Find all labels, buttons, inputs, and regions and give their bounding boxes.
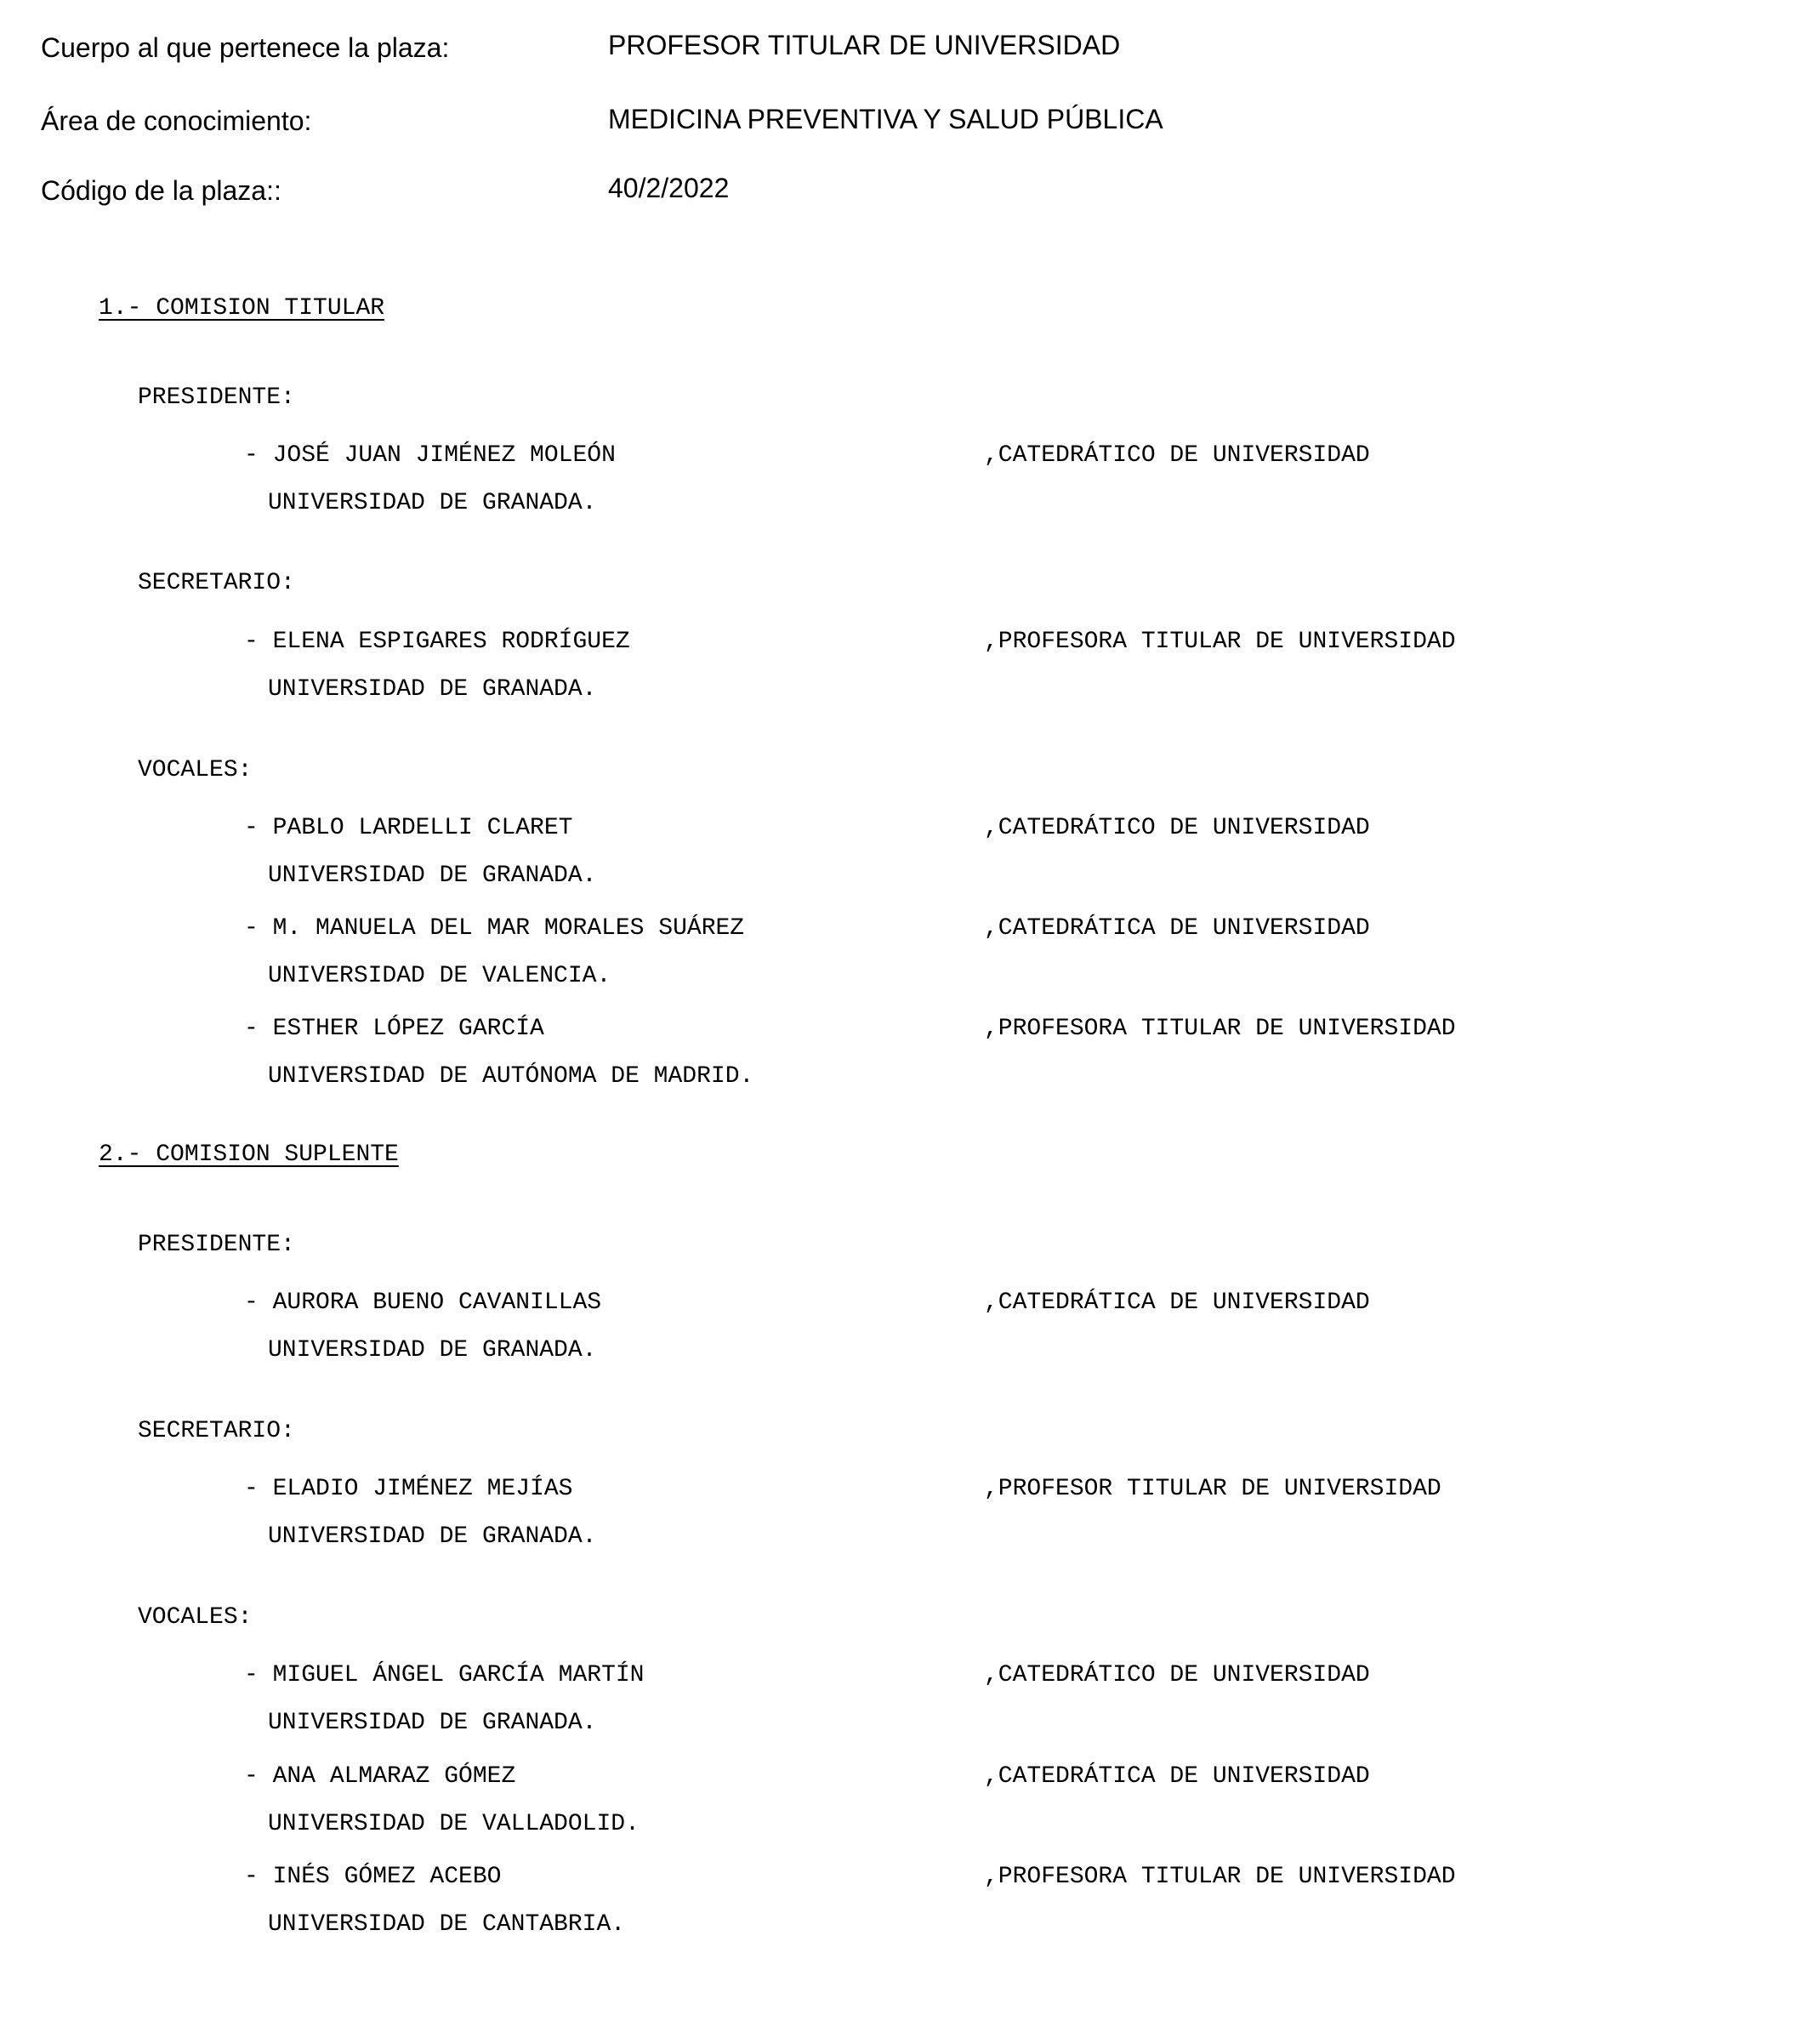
- member-institution: UNIVERSIDAD DE CANTABRIA.: [268, 1911, 626, 1938]
- codigo-value: 40/2/2022: [608, 173, 730, 203]
- member-position: ,PROFESORA TITULAR DE UNIVERSIDAD: [984, 1016, 1456, 1042]
- role-vocales-titular: VOCALES:: [138, 757, 253, 783]
- member-name: - M. MANUELA DEL MAR MORALES SUÁREZ: [244, 915, 745, 942]
- role-secretario-titular: SECRETARIO:: [138, 570, 295, 596]
- member-name: - JOSÉ JUAN JIMÉNEZ MOLEÓN: [244, 442, 616, 469]
- member-institution: UNIVERSIDAD DE VALENCIA.: [268, 963, 611, 989]
- member-name: - ESTHER LÓPEZ GARCÍA: [244, 1016, 544, 1042]
- member-position: ,PROFESOR TITULAR DE UNIVERSIDAD: [984, 1476, 1441, 1502]
- member-position: ,CATEDRÁTICA DE UNIVERSIDAD: [984, 915, 1370, 942]
- member-position: ,CATEDRÁTICO DE UNIVERSIDAD: [984, 442, 1370, 469]
- member-institution: UNIVERSIDAD DE GRANADA.: [268, 1337, 597, 1364]
- member-institution: UNIVERSIDAD DE GRANADA.: [268, 676, 597, 703]
- member-institution: UNIVERSIDAD DE GRANADA.: [268, 490, 597, 516]
- member-position: ,PROFESORA TITULAR DE UNIVERSIDAD: [984, 1864, 1456, 1890]
- area-label: Área de conocimiento:: [41, 105, 312, 136]
- role-vocales-suplente: VOCALES:: [138, 1604, 253, 1631]
- member-position: ,CATEDRÁTICO DE UNIVERSIDAD: [984, 815, 1370, 841]
- section-title-titular: 1.- COMISION TITULAR: [99, 295, 385, 322]
- member-name: - MIGUEL ÁNGEL GARCÍA MARTÍN: [244, 1662, 645, 1688]
- member-institution: UNIVERSIDAD DE GRANADA.: [268, 1710, 597, 1736]
- member-name: - ANA ALMARAZ GÓMEZ: [244, 1763, 516, 1790]
- member-name: - ELADIO JIMÉNEZ MEJÍAS: [244, 1476, 573, 1502]
- member-name: - ELENA ESPIGARES RODRÍGUEZ: [244, 629, 630, 655]
- codigo-label: Código de la plaza::: [41, 175, 281, 206]
- member-institution: UNIVERSIDAD DE GRANADA.: [268, 1523, 597, 1550]
- member-name: - INÉS GÓMEZ ACEBO: [244, 1864, 502, 1890]
- cuerpo-label: Cuerpo al que pertenece la plaza:: [41, 32, 450, 63]
- section-title-suplente: 2.- COMISION SUPLENTE: [99, 1142, 399, 1168]
- role-secretario-suplente: SECRETARIO:: [138, 1418, 295, 1444]
- member-position: ,CATEDRÁTICA DE UNIVERSIDAD: [984, 1763, 1370, 1790]
- member-position: ,CATEDRÁTICO DE UNIVERSIDAD: [984, 1662, 1370, 1688]
- area-value: MEDICINA PREVENTIVA Y SALUD PÚBLICA: [608, 104, 1163, 134]
- cuerpo-value: PROFESOR TITULAR DE UNIVERSIDAD: [608, 30, 1121, 60]
- member-institution: UNIVERSIDAD DE VALLADOLID.: [268, 1811, 640, 1837]
- member-name: - AURORA BUENO CAVANILLAS: [244, 1290, 602, 1316]
- member-position: ,CATEDRÁTICA DE UNIVERSIDAD: [984, 1290, 1370, 1316]
- member-position: ,PROFESORA TITULAR DE UNIVERSIDAD: [984, 629, 1456, 655]
- role-presidente-suplente: PRESIDENTE:: [138, 1232, 295, 1258]
- member-institution: UNIVERSIDAD DE GRANADA.: [268, 863, 597, 889]
- role-presidente-titular: PRESIDENTE:: [138, 384, 295, 411]
- member-name: - PABLO LARDELLI CLARET: [244, 815, 573, 841]
- member-institution: UNIVERSIDAD DE AUTÓNOMA DE MADRID.: [268, 1063, 754, 1090]
